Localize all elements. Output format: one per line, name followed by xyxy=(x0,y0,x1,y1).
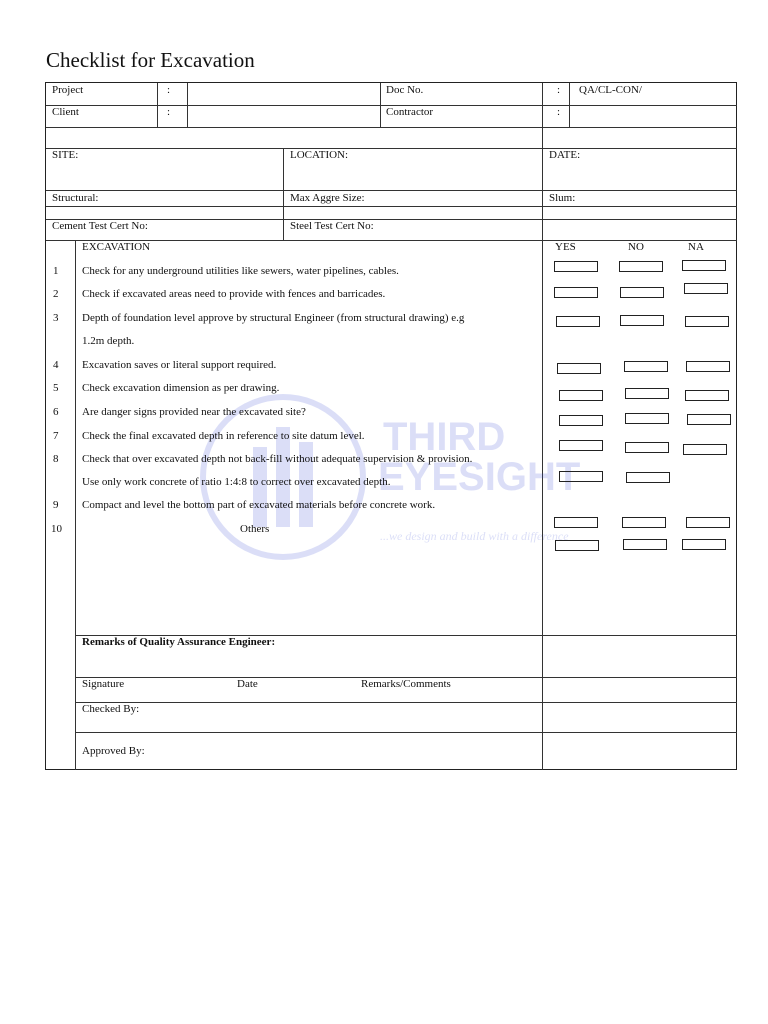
item-number: 7 xyxy=(53,430,59,442)
na-checkbox[interactable] xyxy=(685,390,729,401)
na-checkbox[interactable] xyxy=(684,283,728,294)
no-checkbox[interactable] xyxy=(622,517,666,528)
date-footer-label: Date xyxy=(237,678,258,690)
site-label: SITE: xyxy=(52,149,79,161)
no-checkbox[interactable] xyxy=(625,388,669,399)
na-checkbox[interactable] xyxy=(687,414,731,425)
svg-text:...we design and build with a: ...we design and build with a difference xyxy=(380,529,569,543)
item-number: 5 xyxy=(53,382,59,394)
no-checkbox[interactable] xyxy=(619,261,663,272)
item-number: 3 xyxy=(53,312,59,324)
remarks-qa-label: Remarks of Quality Assurance Engineer: xyxy=(82,636,276,648)
yes-checkbox[interactable] xyxy=(556,316,600,327)
colon: : xyxy=(167,106,171,118)
na-checkbox[interactable] xyxy=(685,316,729,327)
item-number: 8 xyxy=(53,453,59,465)
no-checkbox[interactable] xyxy=(626,472,670,483)
rule xyxy=(380,83,381,127)
item-text: Depth of foundation level approve by structural Engineer (from structural drawing) e.g xyxy=(82,312,465,324)
rule xyxy=(75,732,737,733)
cement-cert-label: Cement Test Cert No: xyxy=(52,220,148,232)
location-label: LOCATION: xyxy=(290,149,349,161)
colon: : xyxy=(167,84,171,96)
item-text: 1.2m depth. xyxy=(82,335,135,347)
page-title: Checklist for Excavation xyxy=(46,48,255,72)
na-checkbox[interactable] xyxy=(686,361,730,372)
client-label: Client xyxy=(52,106,79,118)
item-number: 10 xyxy=(51,523,62,535)
project-label: Project xyxy=(52,84,84,96)
item-number: 6 xyxy=(53,406,59,418)
item-text: Excavation saves or literal support required. xyxy=(82,359,277,371)
yes-checkbox[interactable] xyxy=(554,261,598,272)
item-number: 1 xyxy=(53,265,59,277)
doc-no-label: Doc No. xyxy=(386,84,424,96)
no-checkbox[interactable] xyxy=(620,287,664,298)
yes-checkbox[interactable] xyxy=(559,390,603,401)
yes-checkbox[interactable] xyxy=(554,517,598,528)
steel-cert-label: Steel Test Cert No: xyxy=(290,220,374,232)
rule xyxy=(75,240,76,770)
rule xyxy=(46,148,737,149)
na-checkbox[interactable] xyxy=(686,517,730,528)
rule xyxy=(569,83,570,127)
rule xyxy=(46,190,737,191)
rule xyxy=(283,148,284,240)
contractor-label: Contractor xyxy=(386,106,434,118)
yes-checkbox[interactable] xyxy=(555,540,599,551)
svg-text:THIRD: THIRD xyxy=(383,415,506,459)
na-checkbox[interactable] xyxy=(682,260,726,271)
rule xyxy=(46,127,737,128)
no-checkbox[interactable] xyxy=(623,539,667,550)
svg-text:EYESIGHT: EYESIGHT xyxy=(378,455,581,499)
item-text: Check that over excavated depth not back-fill without adequate supervision & provision. xyxy=(82,453,473,465)
no-checkbox[interactable] xyxy=(625,413,669,424)
rule xyxy=(187,83,188,127)
structural-label: Structural: xyxy=(52,192,99,204)
checked-by-label: Checked By: xyxy=(82,703,140,715)
no-checkbox[interactable] xyxy=(624,361,668,372)
slum-label: Slum: xyxy=(549,192,576,204)
na-heading: NA xyxy=(688,241,704,253)
yes-checkbox[interactable] xyxy=(559,471,603,482)
signature-label: Signature xyxy=(82,678,125,690)
remarks-comments-label: Remarks/Comments xyxy=(361,678,451,690)
item-number: 4 xyxy=(53,359,59,371)
rule xyxy=(46,219,737,220)
colon: : xyxy=(557,106,561,118)
rule xyxy=(542,83,543,770)
section-heading: EXCAVATION xyxy=(82,241,151,253)
doc-no-value: QA/CL-CON/ xyxy=(579,84,642,96)
item-text: Check the final excavated depth in reference to site datum level. xyxy=(82,430,365,442)
yes-checkbox[interactable] xyxy=(554,287,598,298)
item-text: Are danger signs provided near the excavated site? xyxy=(82,406,306,418)
yes-checkbox[interactable] xyxy=(557,363,601,374)
no-heading: NO xyxy=(628,241,644,253)
yes-checkbox[interactable] xyxy=(559,440,603,451)
max-aggre-label: Max Aggre Size: xyxy=(290,192,365,204)
item-number: 2 xyxy=(53,288,59,300)
na-checkbox[interactable] xyxy=(683,444,727,455)
na-checkbox[interactable] xyxy=(682,539,726,550)
others-label: Others xyxy=(240,523,270,535)
item-text: Check if excavated areas need to provide with fences and barricades. xyxy=(82,288,386,300)
item-text: Compact and level the bottom part of excavated materials before concrete work. xyxy=(82,499,436,511)
yes-checkbox[interactable] xyxy=(559,415,603,426)
item-number: 9 xyxy=(53,499,59,511)
rule xyxy=(75,702,737,703)
no-checkbox[interactable] xyxy=(620,315,664,326)
checklist-form xyxy=(45,82,737,770)
item-text: Check excavation dimension as per drawing. xyxy=(82,382,280,394)
no-checkbox[interactable] xyxy=(625,442,669,453)
rule xyxy=(157,83,158,127)
date-label: DATE: xyxy=(549,149,581,161)
approved-by-label: Approved By: xyxy=(82,745,145,757)
item-text: Check for any underground utilities like sewers, water pipelines, cables. xyxy=(82,265,399,277)
yes-heading: YES xyxy=(555,241,576,253)
colon: : xyxy=(557,84,561,96)
rule xyxy=(46,206,737,207)
item-text: Use only work concrete of ratio 1:4:8 to correct over excavated depth. xyxy=(82,476,391,488)
